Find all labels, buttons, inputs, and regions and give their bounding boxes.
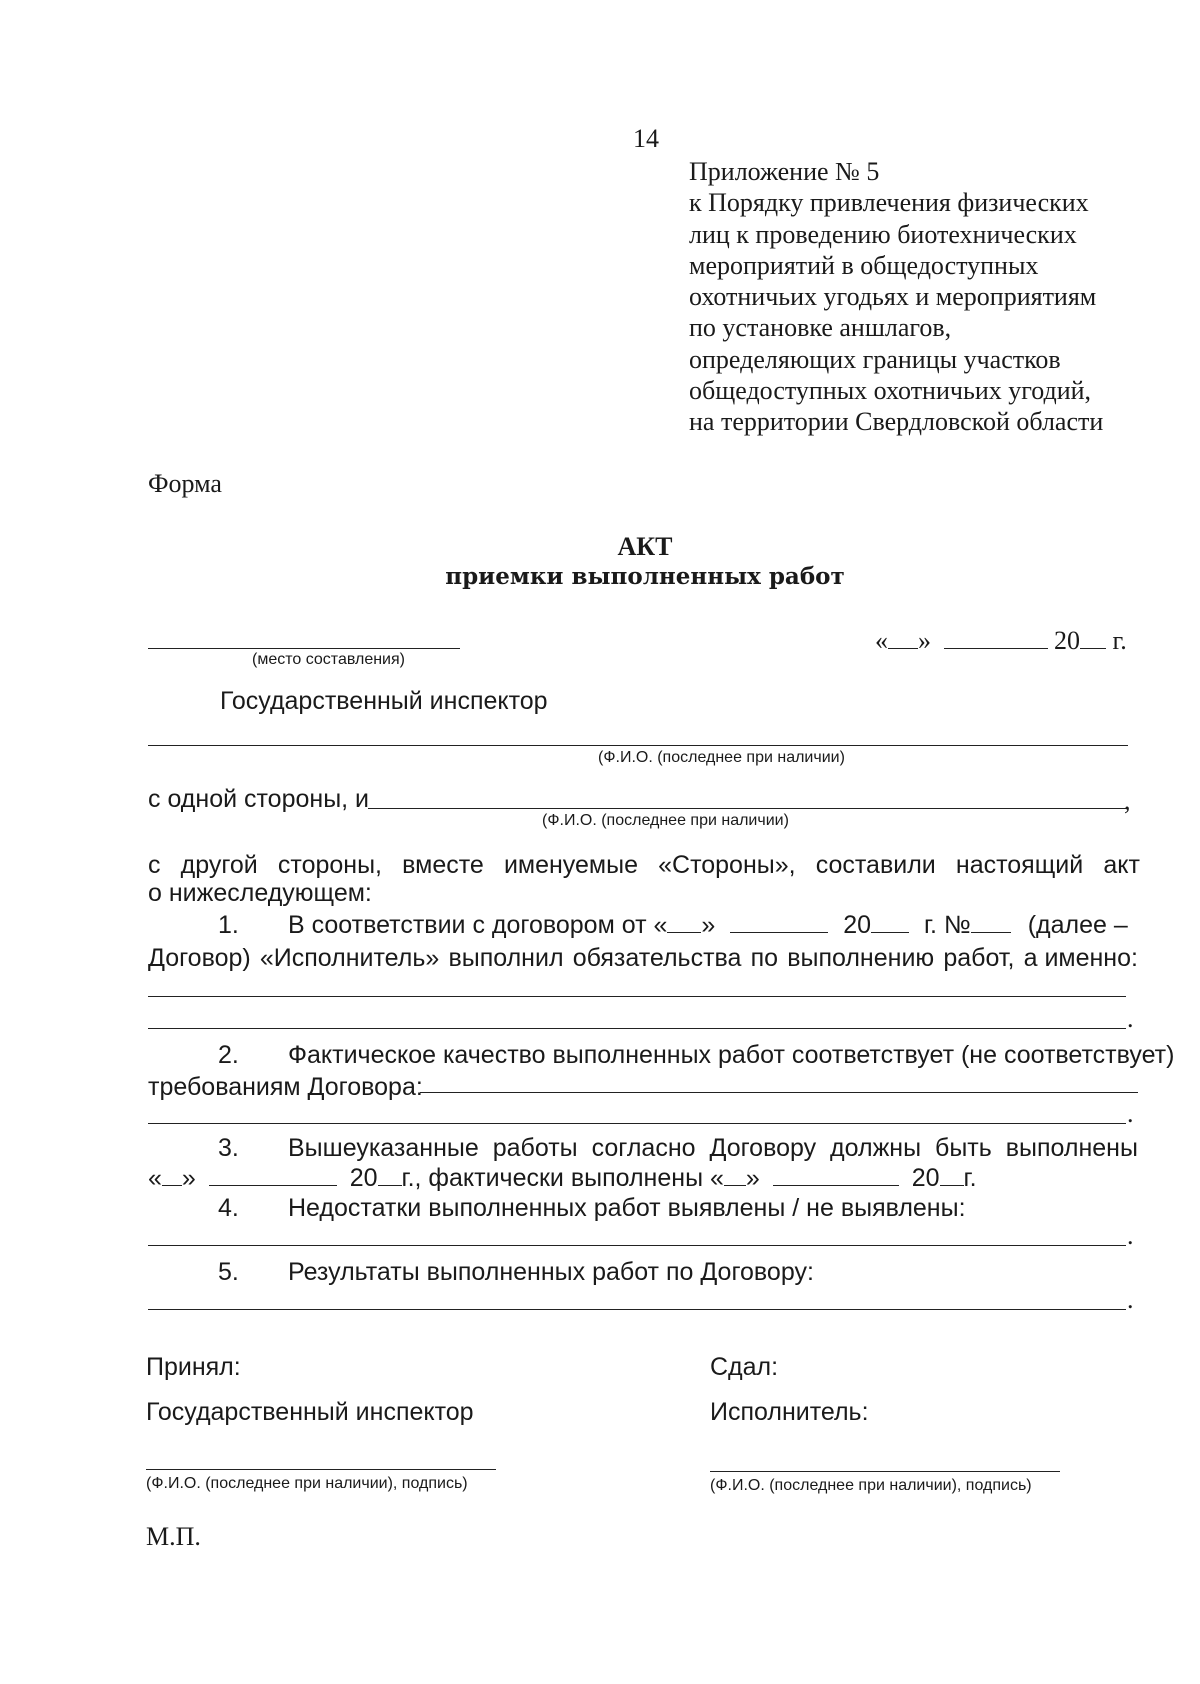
document-subtitle: приемки выполненных работ — [445, 563, 845, 590]
century: 20 — [349, 1164, 378, 1192]
word: по — [750, 944, 779, 972]
accepted-caption: (Ф.И.О. (последнее при наличии), подпись) — [146, 1475, 468, 1492]
document-title: АКТ — [617, 532, 673, 561]
appendix-line: лиц к проведению биотехнических — [689, 219, 1077, 249]
appendix-line: охотничьих угодьях и мероприятиям — [689, 282, 1097, 312]
item1-year-blank — [871, 931, 909, 933]
party-name-line — [368, 808, 1126, 809]
item1-answer-line — [148, 996, 1126, 997]
appendix-line: определяющих границы участков — [689, 344, 1061, 374]
month-blank — [209, 1184, 337, 1186]
appendix-line: Приложение № 5 — [689, 157, 880, 186]
item2-line2: требованиям Договора: — [148, 1073, 423, 1101]
other-side-line — [148, 850, 1140, 880]
word: работы — [492, 1134, 578, 1162]
other-side-line2: о нижеследующем: — [148, 879, 372, 907]
item1-period: . — [1127, 1004, 1134, 1033]
item4-number: 4. — [218, 1194, 239, 1222]
word: настоящий — [955, 851, 1084, 879]
date-header — [875, 626, 1127, 656]
handed-heading: Сдал: — [710, 1353, 779, 1381]
word: составили — [815, 851, 936, 879]
item3-line1 — [288, 1133, 1138, 1163]
item1-text-c: (далее – — [1027, 911, 1128, 939]
item5-period: . — [1127, 1285, 1134, 1314]
item4-text: Недостатки выполненных работ выявлены / не выявлены: — [288, 1194, 966, 1222]
word: выполнил — [448, 944, 564, 972]
word: с — [148, 851, 161, 879]
item1-text-a: В соответствии с договором от « — [288, 911, 668, 939]
place-caption: (место составления) — [252, 651, 405, 668]
item5-number: 5. — [218, 1258, 239, 1286]
month-blank — [773, 1184, 899, 1186]
item3-end: г. — [963, 1164, 977, 1192]
date-year-suffix: г. — [1112, 626, 1127, 655]
appendix-block — [689, 156, 1103, 438]
year-blank — [940, 1184, 964, 1186]
word: а именно: — [1023, 944, 1138, 972]
word: акт — [1103, 851, 1140, 879]
item1-century: 20 — [843, 911, 871, 939]
date-close-quote: » — [918, 626, 931, 655]
item1-text-b: » — [701, 911, 716, 939]
year-blank — [378, 1184, 402, 1186]
century: 20 — [911, 1164, 940, 1192]
word: согласно — [591, 1134, 696, 1162]
word: вместе — [402, 851, 484, 879]
word: быть — [935, 1134, 992, 1162]
item1-number: 1. — [218, 911, 239, 939]
inspector-fio-caption: (Ф.И.О. (последнее при наличии) — [598, 749, 845, 766]
word: именуемые — [503, 851, 638, 879]
appendix-line: по установке аншлагов, — [689, 313, 952, 343]
day-blank — [724, 1184, 746, 1186]
item1-number-label: г. № — [923, 911, 971, 939]
inspector-label: Государственный инспектор — [220, 687, 548, 715]
word: Договор) — [148, 944, 251, 972]
page-number: 14 — [633, 124, 659, 153]
appendix-line: к Порядку привлечения физических — [689, 188, 1089, 218]
word: «Стороны», — [658, 851, 796, 879]
item2-line1: Фактическое качество выполненных работ соответствует (не соответствует) — [288, 1041, 1175, 1069]
day-blank — [162, 1184, 182, 1186]
inspector-name-line — [148, 745, 1128, 746]
accepted-role: Государственный инспектор — [146, 1398, 474, 1426]
date-open-quote: « — [875, 626, 888, 655]
word: стороны, — [277, 851, 383, 879]
item1-day-blank — [667, 931, 701, 933]
item5-text: Результаты выполненных работ по Договору: — [288, 1258, 814, 1286]
word: работ, — [943, 944, 1015, 972]
appendix-line: мероприятий в общедоступных — [689, 250, 1039, 280]
item3-mid-text: г., фактически выполнены « — [401, 1164, 724, 1192]
year-blank — [1080, 647, 1106, 649]
q-close: » — [181, 1164, 196, 1192]
item1-month-blank — [730, 931, 828, 933]
handed-role: Исполнитель: — [710, 1398, 869, 1426]
item4-answer-line — [148, 1245, 1126, 1246]
item1-answer-line — [148, 1028, 1126, 1029]
q-open: « — [148, 1164, 162, 1192]
form-label: Форма — [148, 469, 222, 498]
word: Вышеуказанные — [288, 1134, 479, 1162]
date-century: 20 — [1054, 626, 1080, 655]
item1-line1 — [288, 910, 1128, 940]
accepted-heading: Принял: — [146, 1353, 241, 1381]
item5-answer-line — [148, 1309, 1126, 1310]
item3-number: 3. — [218, 1134, 239, 1162]
item2-answer-line — [420, 1092, 1138, 1093]
q-close: » — [745, 1164, 760, 1192]
item2-number: 2. — [218, 1041, 239, 1069]
word: Договору — [709, 1134, 817, 1162]
word: выполнены — [1005, 1134, 1138, 1162]
appendix-line: на территории Свердловской области — [689, 407, 1104, 437]
word: должны — [830, 1134, 922, 1162]
word: выполнению — [787, 944, 935, 972]
appendix-line: общедоступных охотничьих угодий, — [689, 376, 1092, 406]
accepted-signature-line — [146, 1469, 496, 1470]
one-side-prefix: с одной стороны, и — [148, 785, 370, 813]
party-fio-caption: (Ф.И.О. (последнее при наличии) — [542, 812, 789, 829]
place-line — [148, 648, 460, 649]
item4-period: . — [1127, 1221, 1134, 1250]
one-side-comma: , — [1124, 786, 1131, 815]
item1-contract-number-blank — [971, 931, 1011, 933]
handed-caption: (Ф.И.О. (последнее при наличии), подпись) — [710, 1477, 1032, 1494]
item1-line2 — [148, 943, 1138, 973]
item3-line2 — [148, 1163, 977, 1193]
stamp-place: М.П. — [146, 1522, 201, 1551]
word: «Исполнитель» — [259, 944, 440, 972]
handed-signature-line — [710, 1471, 1060, 1472]
day-blank — [888, 647, 918, 649]
item2-period: . — [1127, 1099, 1134, 1128]
word: обязательства — [572, 944, 742, 972]
word: другой — [180, 851, 258, 879]
month-blank — [944, 647, 1048, 649]
item2-answer-line — [148, 1123, 1126, 1124]
